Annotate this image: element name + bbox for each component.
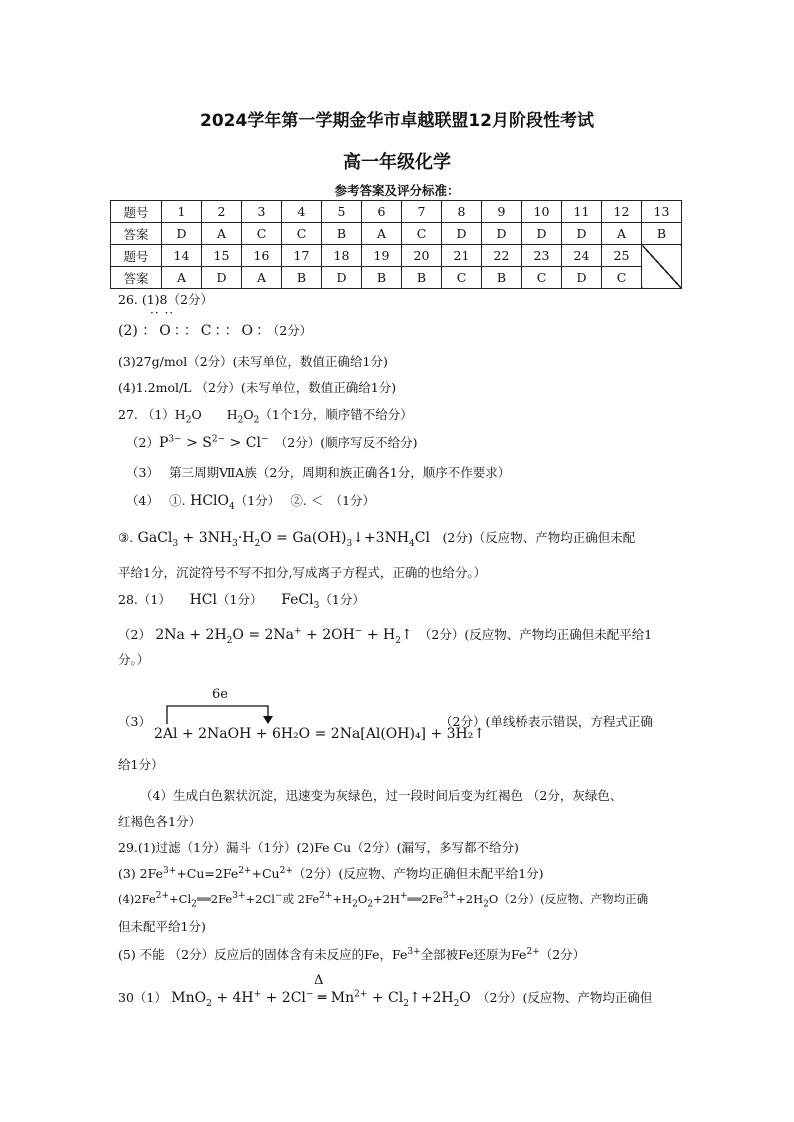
table-cell: D (482, 223, 522, 245)
text: + 2Cl (261, 990, 306, 1006)
text: GaCl (133, 530, 173, 546)
text: O (243, 407, 254, 422)
table-cell: B (362, 267, 402, 289)
table-cell: 25 (602, 245, 642, 267)
subscript: 2 (403, 998, 409, 1009)
empty-slash-cell (642, 245, 682, 289)
text: ↑ (400, 627, 413, 643)
superscript: 2− (211, 434, 226, 445)
text: （1分） (217, 592, 282, 607)
q27-line-1 (118, 405, 413, 426)
text: +Cu (251, 866, 280, 881)
text: + Cl (367, 990, 404, 1006)
superscript: 3+ (232, 891, 246, 902)
q26-line-1: 26. (1)8（2分） (118, 292, 213, 307)
table-row (111, 223, 682, 245)
table-cell: 17 (282, 245, 322, 267)
table-cell: C (522, 267, 562, 289)
table-cell: 10 (522, 201, 562, 223)
table-cell: B (322, 223, 362, 245)
q26-line-4: (4)1.2mol/L （2分）(未写单位，数值正确给1分) (118, 380, 397, 395)
q28-line-3: 分。） (118, 652, 150, 667)
table-cell: 1 (162, 201, 202, 223)
q28-part3-score: （2分）(单线桥表示错误，方程式正确 (440, 714, 653, 729)
text: +Cu=2Fe (176, 866, 239, 881)
superscript: − (261, 434, 269, 445)
q29-line-1: 29.(1)过滤（1分）漏斗（1分）(2)Fe Cu（2分）(漏写，多写都不给分) (118, 840, 519, 855)
text: （2） (126, 435, 159, 450)
table-cell: 14 (162, 245, 202, 267)
superscript: + (294, 626, 302, 637)
table-header-cell: 答案 (111, 223, 162, 245)
table-row (111, 201, 682, 223)
subscript: 2 (226, 635, 233, 646)
superscript: + (253, 989, 262, 1000)
text: +2Cl (245, 892, 275, 906)
table-cell: 2 (202, 201, 242, 223)
table-cell: D (202, 267, 242, 289)
text: ═ Mn (313, 990, 355, 1006)
text: Cl (414, 530, 430, 546)
superscript: − (274, 891, 283, 902)
subscript: 2 (453, 998, 460, 1009)
q30-line-1 (118, 988, 653, 1009)
text: （1个1分，顺序错不给分） (259, 407, 413, 422)
table-header-cell: 题号 (111, 201, 162, 223)
table-cell: 15 (202, 245, 242, 267)
text: + 4H (211, 990, 254, 1006)
text: ↑+2H (408, 990, 454, 1006)
table-cell: 20 (402, 245, 442, 267)
superscript: 2+ (238, 865, 252, 876)
table-cell: D (322, 267, 362, 289)
lewis-dots: ·· ·· (150, 306, 175, 320)
table-cell: 6 (362, 201, 402, 223)
table-cell: 4 (282, 201, 322, 223)
q27-line-4 (126, 491, 376, 512)
text: MnO (166, 990, 207, 1006)
q28-line-2 (118, 625, 653, 646)
q26-part-label: (2) (118, 323, 138, 339)
table-row (111, 267, 682, 289)
superscript: 3+ (442, 891, 457, 902)
q28-line-5: 给1分） (118, 757, 164, 772)
subscript: 2 (185, 415, 192, 426)
text: ↓+3NH (352, 530, 410, 546)
text: 28.（1） (118, 592, 190, 607)
subscript: 2 (395, 635, 401, 646)
q29-line-2 (118, 864, 544, 882)
text: 全部被Fe还原为Fe (420, 947, 527, 962)
text: O H (191, 407, 238, 422)
table-caption: 参考答案及评分标准： (334, 183, 460, 198)
electron-transfer-label: 6e (212, 687, 228, 702)
table-cell: 8 (442, 201, 482, 223)
text: HClO (185, 493, 229, 509)
text: HCl (189, 592, 217, 608)
superscript: 2+ (279, 865, 293, 876)
table-cell: D (562, 267, 602, 289)
table-cell: B (402, 267, 442, 289)
text: ══2Fe (196, 892, 233, 906)
subscript: 3 (346, 538, 353, 549)
answer-table (110, 200, 682, 289)
table-cell: C (442, 267, 482, 289)
exam-subtitle: 高一年级化学 (343, 152, 451, 173)
superscript: 2+ (354, 989, 368, 1000)
text: (3) 2Fe (118, 866, 164, 881)
text: P (158, 435, 169, 451)
subscript: 2 (367, 899, 373, 910)
table-cell: 3 (242, 201, 282, 223)
text: + 3NH (178, 530, 233, 546)
table-cell: 16 (242, 245, 282, 267)
table-header-cell: 答案 (111, 267, 162, 289)
text: (2分)（反应物、产物均正确但未配 (429, 530, 636, 545)
table-cell: A (162, 267, 202, 289)
superscript: 2+ (155, 891, 170, 902)
subscript: 4 (409, 538, 415, 549)
q28-line-7: 红褐色各1分） (118, 814, 201, 829)
table-cell: B (642, 223, 682, 245)
q29-line-4: 但未配平给1分) (118, 919, 206, 934)
subscript: 2 (191, 899, 197, 910)
q27-line-2 (126, 433, 418, 451)
table-cell: 12 (602, 201, 642, 223)
text: （4） ①. (126, 493, 186, 508)
text: +Cl (169, 892, 192, 906)
superscript: − (354, 626, 363, 637)
q28-line-6: （4）生成白色絮状沉淀，迅速变为灰绿色，过一段时间后变为红褐色 （2分，灰绿色、 (140, 788, 623, 803)
co2-lewis-formula: ：O：：C：：O： (142, 323, 273, 339)
subscript: 2 (253, 415, 260, 426)
text: （2分）(反应物、产物均正确但 (470, 990, 653, 1005)
text: > S (181, 435, 212, 451)
text: O = Ga(OH) (260, 530, 347, 546)
superscript: − (305, 989, 314, 1000)
superscript: 2+ (526, 946, 540, 957)
table-cell: A (602, 223, 642, 245)
q26-line-3: (3)27g/mol（2分）(未写单位，数值正确给1分) (118, 354, 388, 369)
q27-line-3: （3） 第三周期ⅦA族（2分，周期和族正确各1分，顺序不作要求） (126, 465, 511, 480)
table-cell: A (242, 267, 282, 289)
table-cell: B (482, 267, 522, 289)
text: O (357, 892, 368, 906)
text: ·H (237, 530, 255, 546)
text: 30（1） (118, 990, 167, 1005)
superscript: 3+ (163, 865, 177, 876)
subscript: 3 (232, 538, 238, 549)
table-cell: C (602, 267, 642, 289)
text: O (459, 990, 471, 1006)
subscript: 2 (483, 899, 489, 910)
q27-line-6: 平给1分，沉淀符号不写不扣分,写成离子方程式，正确的也给分。） (118, 565, 487, 580)
table-cell: 21 (442, 245, 482, 267)
table-cell: 19 (362, 245, 402, 267)
table-cell: D (162, 223, 202, 245)
text: > Cl (225, 435, 261, 451)
text: + H (362, 627, 396, 643)
table-cell: 24 (562, 245, 602, 267)
subscript: 4 (228, 501, 235, 512)
table-cell: B (282, 267, 322, 289)
exam-title: 2024学年第一学期金华市卓越联盟12月阶段性考试 (200, 111, 594, 131)
subscript: 3 (313, 600, 320, 611)
table-cell: 9 (482, 201, 522, 223)
table-cell: A (202, 223, 242, 245)
text: +H (332, 892, 353, 906)
table-row (111, 245, 682, 267)
text: FeCl (281, 592, 314, 608)
table-cell: C (282, 223, 322, 245)
score-text: （2分） (272, 323, 313, 338)
table-cell: A (362, 223, 402, 245)
table-header-cell: 题号 (111, 245, 162, 267)
superscript: + (399, 891, 408, 902)
subscript: 2 (254, 538, 261, 549)
table-cell: D (442, 223, 482, 245)
text: （1分） ②. ＜ （1分） (234, 493, 376, 508)
text: ══2Fe (407, 892, 443, 906)
table-cell: 11 (562, 201, 602, 223)
q29-line-5 (118, 945, 585, 963)
text: 或 2Fe (282, 892, 320, 906)
text: ③. (118, 530, 134, 545)
table-cell: D (562, 223, 602, 245)
table-cell: 18 (322, 245, 362, 267)
single-line-bridge-arrow (150, 700, 280, 726)
text: （2分）(顺序写反不给分) (268, 435, 418, 450)
text: + 2OH (301, 627, 355, 643)
q28-part3-label: （3） (118, 714, 151, 729)
superscript: 3− (168, 434, 182, 445)
table-cell: 13 (642, 201, 682, 223)
table-cell: 7 (402, 201, 442, 223)
text: (5) 不能 （2分）反应后的固体含有未反应的Fe，Fe (118, 947, 408, 962)
q27-line-5 (118, 528, 636, 549)
q28-line-1 (118, 590, 365, 611)
aluminum-naoh-equation: 2Al + 2NaOH + 6H₂O = 2Na[Al(OH)₄] + 3H₂↑ (154, 726, 486, 742)
table-cell: 22 (482, 245, 522, 267)
subscript: 2 (352, 899, 358, 910)
subscript: 2 (206, 998, 212, 1009)
heating-symbol: Δ (314, 973, 324, 988)
text: 27. （1）H (118, 407, 186, 422)
text: (4)2Fe (118, 892, 156, 906)
text: +2H (373, 892, 400, 906)
text: （2分）(反应物、产物均正确但未配平给1分) (292, 866, 544, 881)
q26-line-2 (118, 320, 312, 340)
subscript: 2 (237, 415, 244, 426)
text: 2Na + 2H (150, 627, 227, 643)
text: （2分）(反应物、产物均正确但未配平给1 (412, 627, 653, 642)
text: （2） (118, 627, 151, 642)
text: （1分） (319, 592, 365, 607)
text: +2H (456, 892, 484, 906)
superscript: 3+ (407, 946, 421, 957)
text: （2分） (539, 947, 586, 962)
subscript: 3 (172, 538, 179, 549)
table-cell: 5 (322, 201, 362, 223)
table-cell: D (522, 223, 562, 245)
table-cell: C (402, 223, 442, 245)
text: O（2分）(反应物、产物均正确 (488, 892, 649, 906)
table-cell: C (242, 223, 282, 245)
table-cell: 23 (522, 245, 562, 267)
superscript: 2+ (319, 891, 333, 902)
q29-line-3 (118, 891, 649, 910)
text: O = 2Na (232, 627, 295, 643)
